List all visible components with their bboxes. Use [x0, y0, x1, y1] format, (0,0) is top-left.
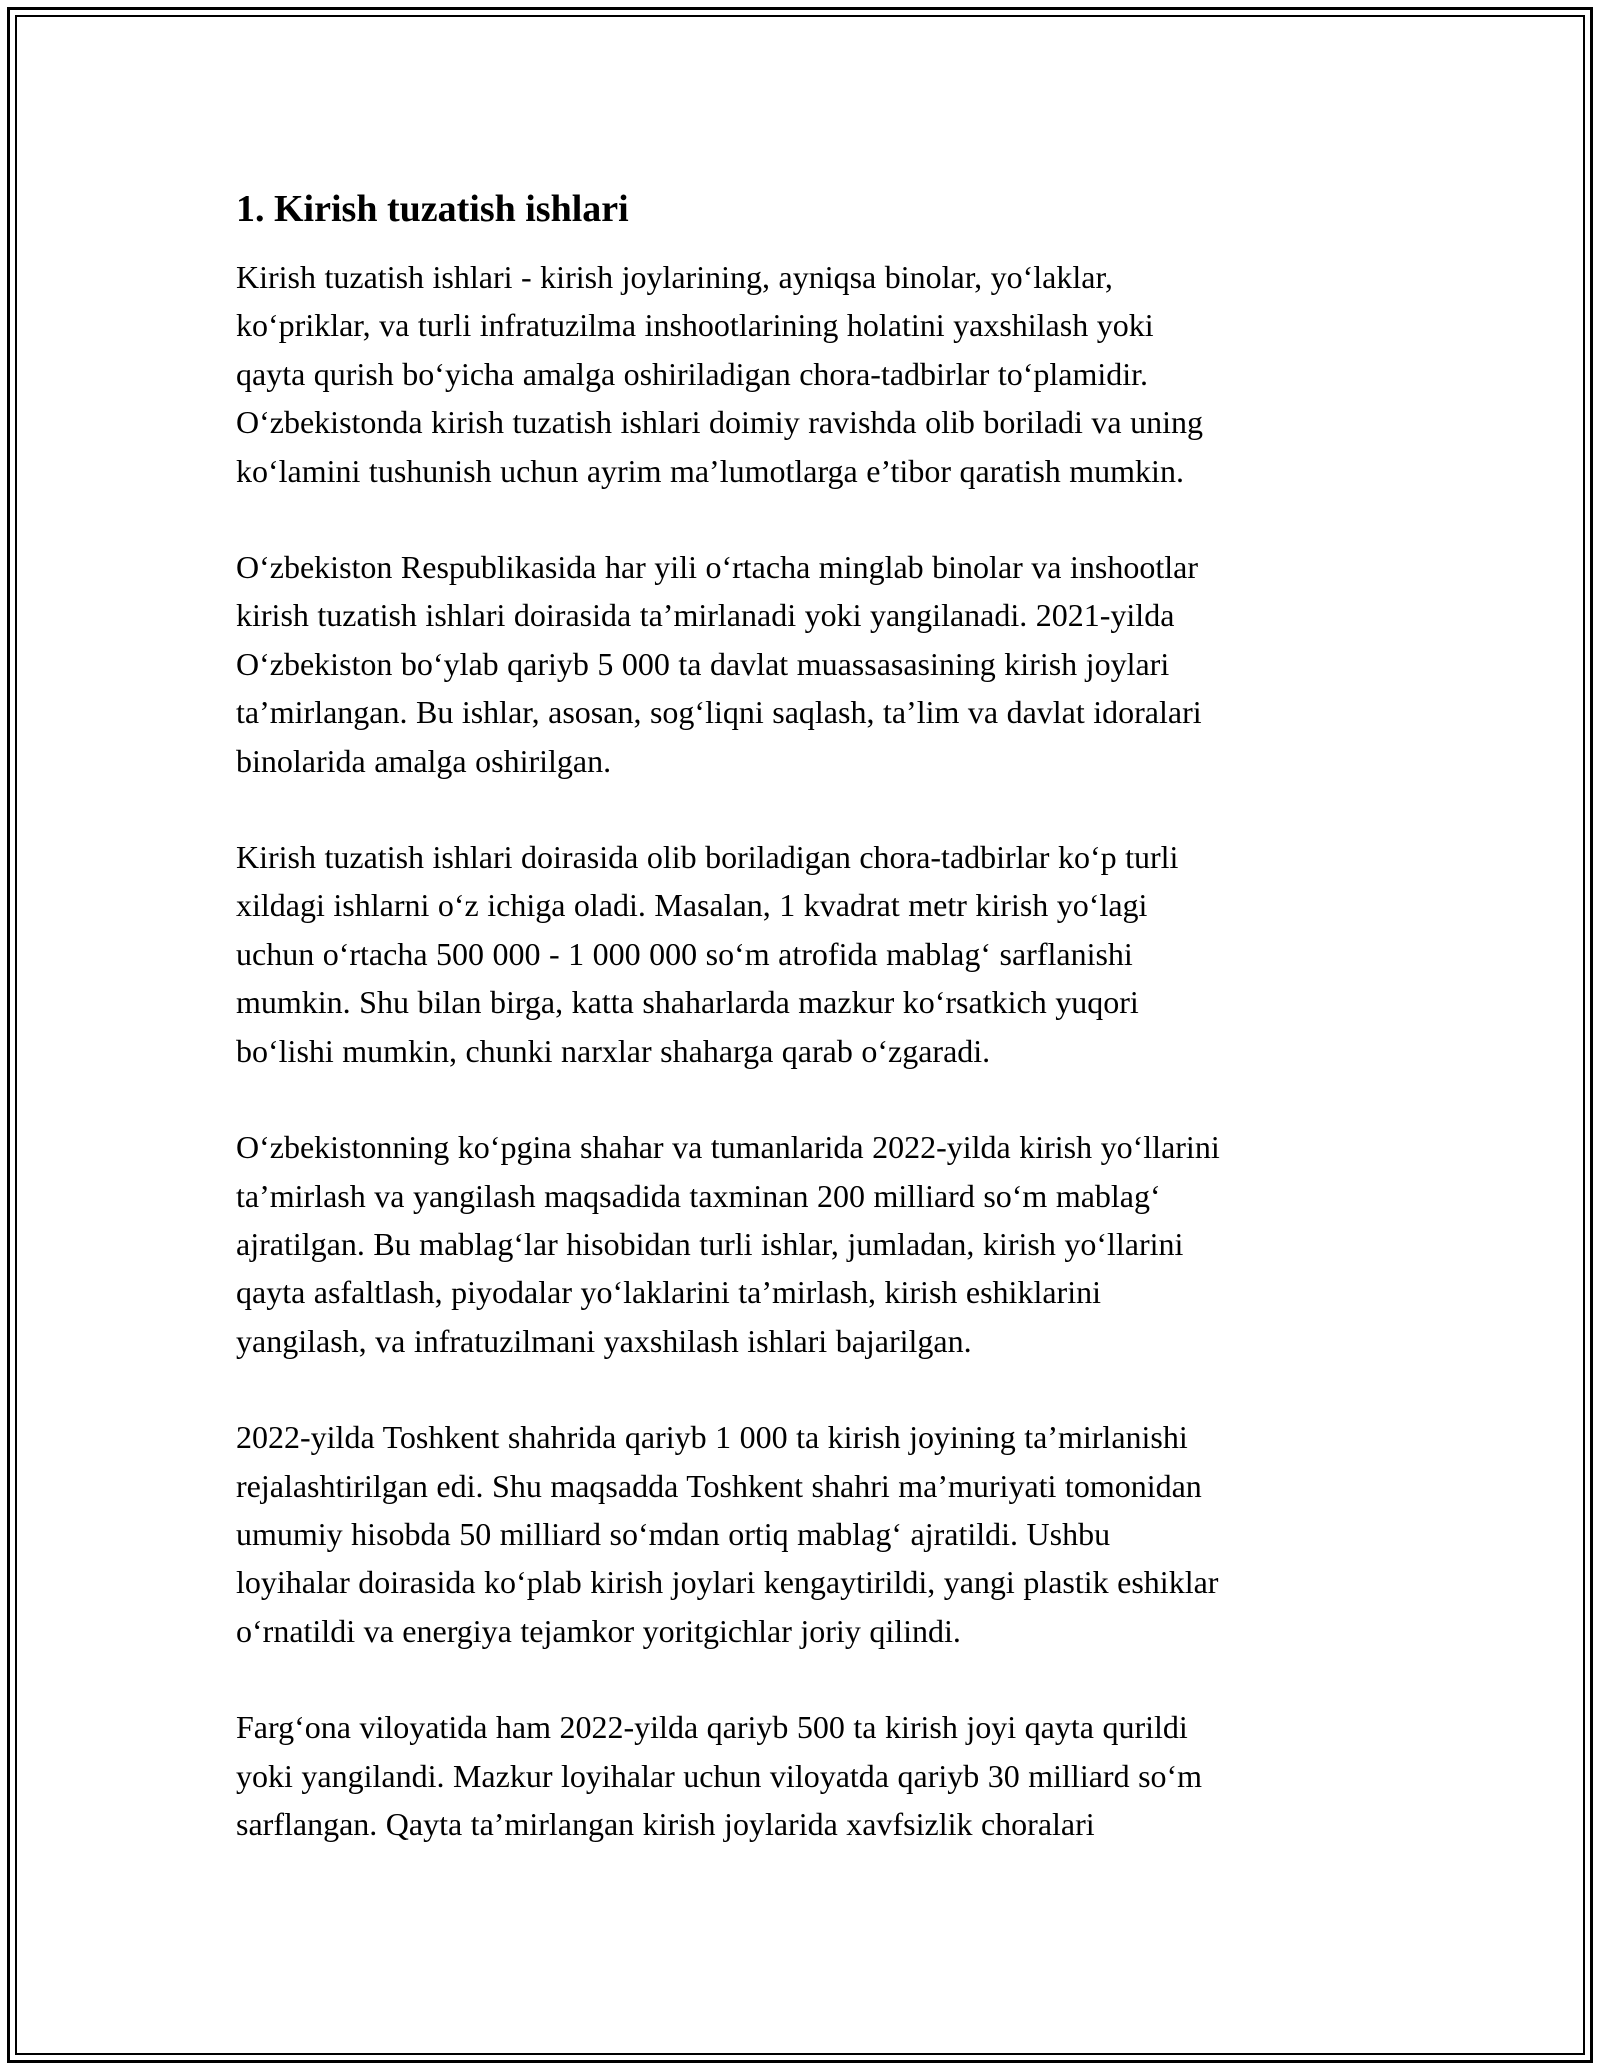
text-line: loyihalar doirasida ko‘plab kirish joylari kengaytirildi, yangi plastik eshiklar: [236, 1564, 1219, 1601]
text-line: ko‘priklar, va turli infratuzilma inshootlarining holatini yaxshilash yoki: [236, 307, 1154, 344]
text-line: 2022-yilda Toshkent shahrida qariyb 1 000 ta kirish joyining ta’mirlanishi: [236, 1419, 1188, 1456]
document-body: [236, 185, 1366, 1896]
text-line: rejalashtirilgan edi. Shu maqsadda Toshkent shahri ma’muriyati tomonidan: [236, 1467, 1202, 1504]
paragraph-6: [236, 1703, 1366, 1848]
section-heading: 1. Kirish tuzatish ishlari: [236, 188, 629, 230]
text-line: bo‘lishi mumkin, chunki narxlar shaharga qarab o‘zgaradi.: [236, 1032, 991, 1069]
text-line: Kirish tuzatish ishlari doirasida olib boriladigan chora-tadbirlar ko‘p turli: [236, 839, 1179, 876]
text-line: ajratilgan. Bu mablag‘lar hisobidan turli ishlar, jumladan, kirish yo‘llarini: [236, 1225, 1184, 1262]
text-line: xildagi ishlarni o‘z ichiga oladi. Masalan, 1 kvadrat metr kirish yo‘lagi: [236, 887, 1148, 924]
text-line: binolarida amalga oshirilgan.: [236, 742, 612, 779]
paragraph-3: [236, 833, 1366, 1075]
text-line: ko‘lamini tushunish uchun ayrim ma’lumotlarga e’tibor qaratish mumkin.: [236, 452, 1184, 489]
text-line: umumiy hisobda 50 milliard so‘mdan ortiq mablag‘ ajratildi. Ushbu: [236, 1515, 1111, 1552]
text-line: yoki yangilandi. Mazkur loyihalar uchun viloyatda qariyb 30 milliard so‘m: [236, 1757, 1203, 1794]
text-line: ta’mirlangan. Bu ishlar, asosan, sog‘liqni saqlash, ta’lim va davlat idoralari: [236, 694, 1202, 731]
text-line: yangilash, va infratuzilmani yaxshilash ishlari bajarilgan.: [236, 1322, 972, 1359]
paragraph-4: [236, 1123, 1366, 1365]
text-line: O‘zbekistonda kirish tuzatish ishlari doimiy ravishda olib boriladi va uning: [236, 404, 1203, 441]
paragraph-1: [236, 253, 1366, 495]
text-line: sarflangan. Qayta ta’mirlangan kirish joylarida xavfsizlik choralari: [236, 1805, 1095, 1842]
text-line: O‘zbekiston Respublikasida har yili o‘rtacha minglab binolar va inshootlar: [236, 549, 1198, 586]
text-line: qayta qurish bo‘yicha amalga oshiriladigan chora-tadbirlar to‘plamidir.: [236, 355, 1149, 392]
paragraph-2: [236, 543, 1366, 785]
text-line: uchun o‘rtacha 500 000 - 1 000 000 so‘m atrofida mablag‘ sarflanishi: [236, 935, 1133, 972]
text-line: O‘zbekiston bo‘ylab qariyb 5 000 ta davlat muassasasining kirish joylari: [236, 645, 1170, 682]
text-line: ta’mirlash va yangilash maqsadida taxminan 200 milliard so‘m mablag‘: [236, 1177, 1161, 1214]
text-line: Kirish tuzatish ishlari - kirish joylarining, ayniqsa binolar, yo‘laklar,: [236, 259, 1113, 295]
text-line: o‘rnatildi va energiya tejamkor yoritgichlar joriy qilindi.: [236, 1612, 961, 1649]
paragraph-5: [236, 1413, 1366, 1655]
text-line: Farg‘ona viloyatida ham 2022-yilda qariyb 500 ta kirish joyi qayta qurildi: [236, 1709, 1188, 1746]
text-line: kirish tuzatish ishlari doirasida ta’mirlanadi yoki yangilanadi. 2021-yilda: [236, 597, 1175, 634]
text-line: O‘zbekistonning ko‘pgina shahar va tumanlarida 2022-yilda kirish yo‘llarini: [236, 1129, 1220, 1166]
text-line: qayta asfaltlash, piyodalar yo‘laklarini ta’mirlash, kirish eshiklarini: [236, 1274, 1101, 1311]
text-line: mumkin. Shu bilan birga, katta shaharlarda mazkur ko‘rsatkich yuqori: [236, 984, 1139, 1021]
